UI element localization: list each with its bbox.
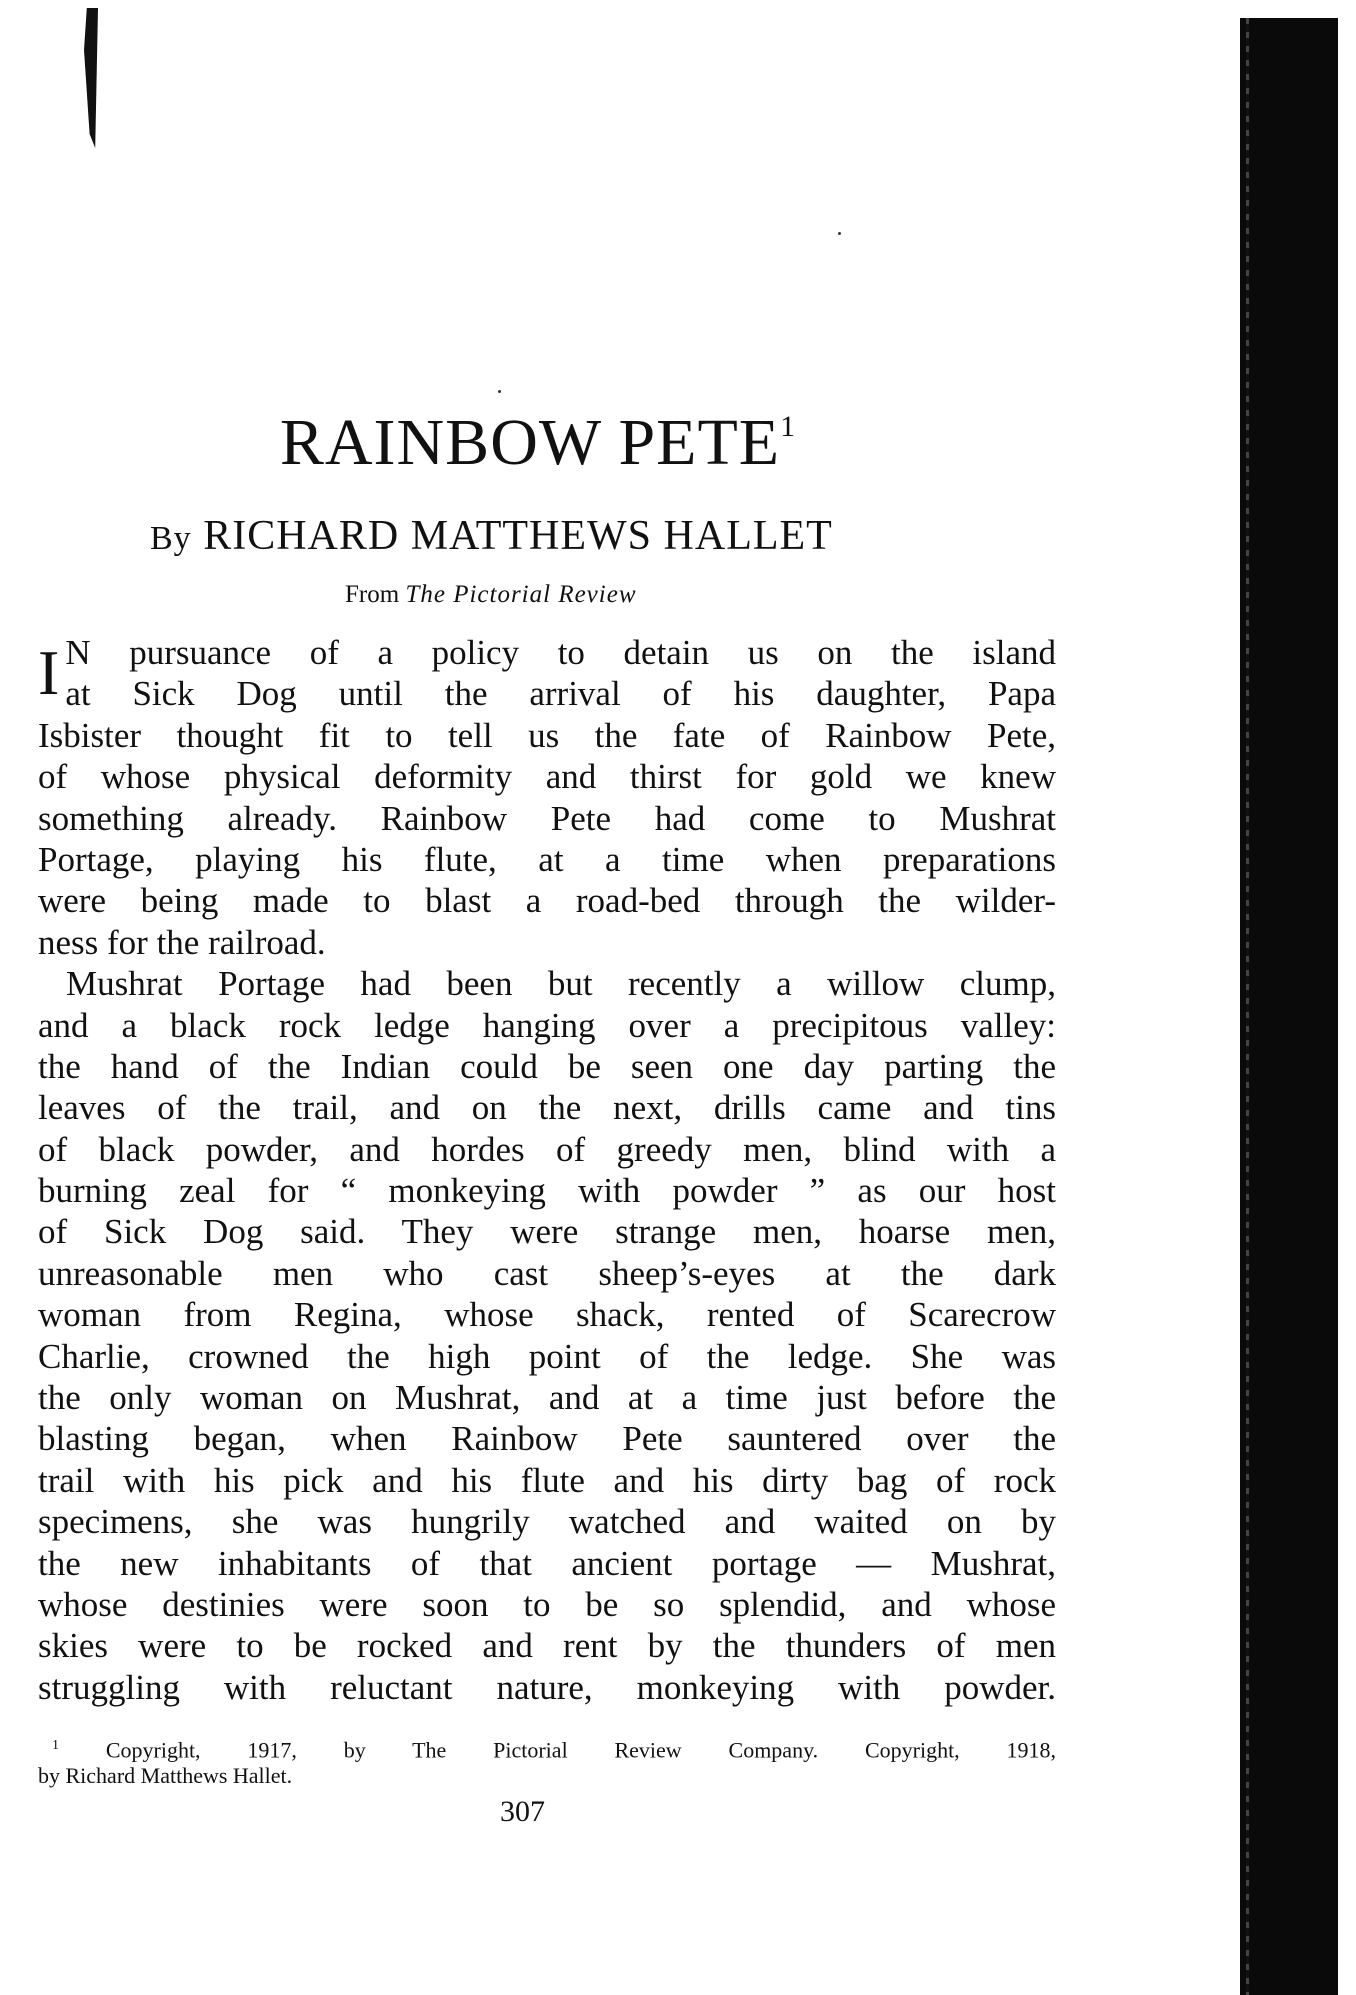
paragraph-1: [38, 632, 1056, 963]
text-line: blasting began, when Rainbow Pete sauntered over the: [38, 1419, 1056, 1459]
text-line: at Sick Dog until the arrival of his daughter, Papa: [65, 674, 1056, 714]
text-line: leaves of the trail, and on the next, drills came and tins: [38, 1088, 1056, 1128]
speck: [838, 232, 841, 235]
text-line: the hand of the Indian could be seen one day parting the: [38, 1046, 1056, 1086]
scan-artifact-mark: [84, 8, 98, 148]
text-line: skies were to be rocked and rent by the thunders of men: [38, 1626, 1056, 1666]
page-title: [0, 405, 1356, 481]
text-line: unreasonable men who cast sheep’s-eyes at the dark: [38, 1253, 1056, 1293]
text-line: something already. Rainbow Pete had come to Mushrat: [38, 798, 1056, 838]
author-name: RICHARD MATTHEWS HALLET: [203, 513, 833, 559]
source-prefix: From: [345, 581, 400, 608]
publication-name: The Pictorial Review: [405, 581, 637, 608]
text-line: N pursuance of a policy to detain us on the island: [65, 633, 1056, 672]
byline-prefix: By: [150, 520, 192, 557]
footnote: [38, 1733, 1056, 1789]
article-body: [38, 632, 1056, 1708]
text-line: the only woman on Mushrat, and at a time just before the: [38, 1378, 1056, 1418]
footnote-mark: 1: [52, 1738, 59, 1753]
text-line: were being made to blast a road-bed through the wilder-: [38, 881, 1056, 921]
footnote-mark: 1: [780, 410, 797, 443]
text-line: burning zeal for “ monkeying with powder ” as our host: [38, 1171, 1056, 1211]
page-number: 307: [500, 1795, 545, 1828]
footnote-line: Copyright, 1917, by The Pictorial Review Company. Copyright, 1918,: [105, 1737, 1057, 1763]
drop-cap: I: [38, 637, 60, 708]
text-line: struggling with reluctant nature, monkeying with powder.: [38, 1667, 1056, 1707]
text-line: whose destinies were soon to be so splendid, and whose: [38, 1584, 1056, 1624]
text-line: Isbister thought fit to tell us the fate of Rainbow Pete,: [38, 715, 1056, 755]
speck: [498, 390, 501, 393]
source-line: [345, 581, 637, 609]
text-line: specimens, she was hungrily watched and waited on by: [38, 1502, 1056, 1542]
title-text: RAINBOW PETE: [279, 406, 781, 479]
text-line: of whose physical deformity and thirst for gold we knew: [38, 757, 1056, 797]
byline: [150, 512, 833, 560]
text-line: of Sick Dog said. They were strange men, hoarse men,: [38, 1212, 1056, 1252]
paragraph-2: [38, 963, 1056, 1708]
text-line: of black powder, and hordes of greedy men, blind with a: [38, 1129, 1056, 1169]
text-line: Charlie, crowned the high point of the ledge. She was: [38, 1336, 1056, 1376]
page-binding-edge: [1240, 18, 1338, 1995]
text-line: Portage, playing his flute, at a time when preparations: [38, 839, 1056, 879]
text-line: trail with his pick and his flute and his dirty bag of rock: [38, 1460, 1056, 1500]
text-line: and a black rock ledge hanging over a precipitous valley:: [38, 1005, 1056, 1045]
text-line: woman from Regina, whose shack, rented of Scarecrow: [38, 1295, 1056, 1335]
text-line: Mushrat Portage had been but recently a willow clump,: [66, 964, 1056, 1004]
text-line: ness for the railroad.: [38, 922, 326, 962]
footnote-line: by Richard Matthews Hallet.: [38, 1763, 293, 1789]
text-line: the new inhabitants of that ancient portage — Mushrat,: [38, 1543, 1056, 1583]
